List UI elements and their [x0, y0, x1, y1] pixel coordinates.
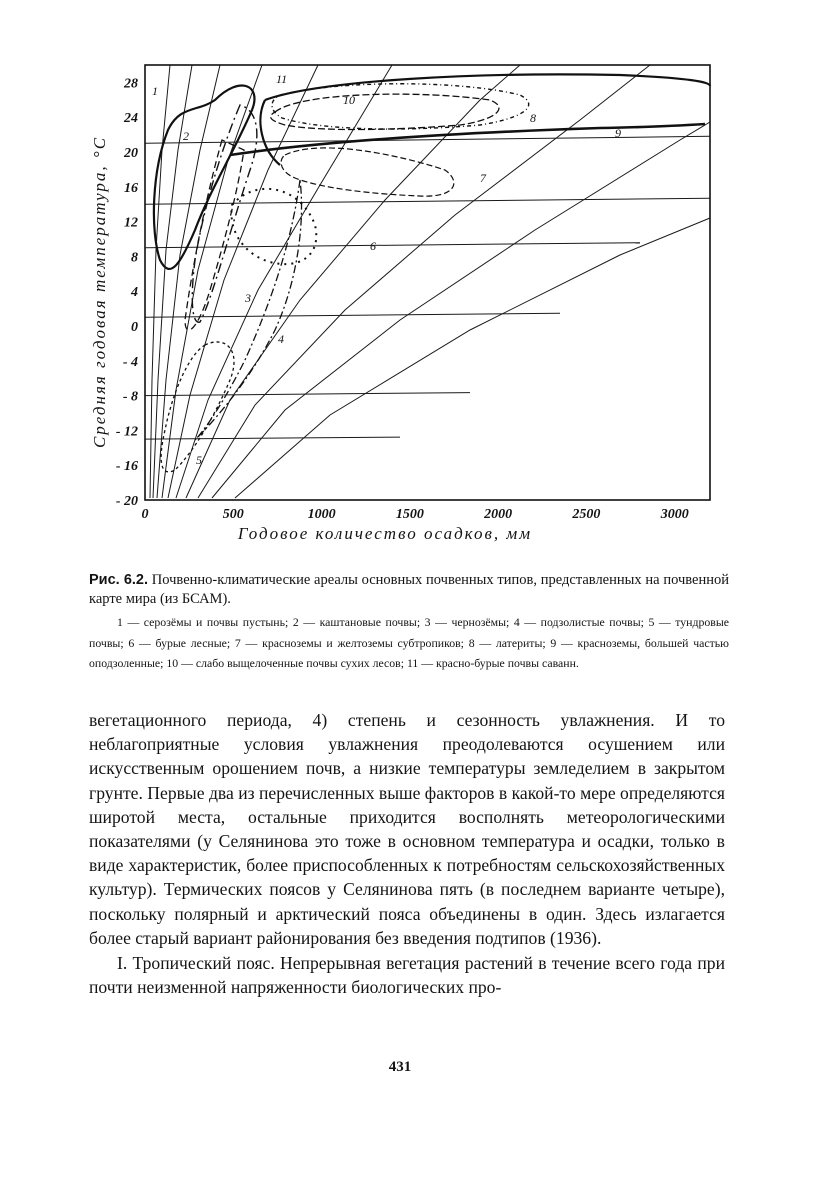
isoline [212, 122, 710, 498]
areal-label: 3 [245, 291, 251, 305]
body-text [89, 708, 725, 999]
page-number: 431 [388, 1059, 412, 1075]
y-tick-label: 20 [124, 146, 138, 161]
isoline [145, 243, 640, 248]
y-tick-label: 16 [124, 180, 138, 196]
y-tick-label: 8 [131, 250, 138, 266]
x-tick-label: 1000 [307, 507, 336, 522]
y-tick-label: - 4 [122, 354, 138, 370]
y-tick-label: 24 [124, 111, 138, 127]
y-tick-label: - 16 [115, 459, 138, 475]
areal-label: 10 [343, 93, 355, 107]
figure-caption [89, 571, 729, 609]
y-tick-label: - 12 [115, 424, 138, 440]
isoline [145, 393, 470, 396]
areal-label: 8 [530, 111, 536, 125]
caption-text: Почвенно-климатические ареалы основных почвенных типов, представленных на почвенной карте мира (из БСАМ). [89, 572, 729, 607]
areal-labels [152, 72, 621, 467]
x-tick-label: 3000 [660, 507, 689, 522]
body-paragraph: I. Тропический пояс. Непрерывная вегетация растений в течение всего года при почти неизменной напряженности биологических про- [89, 953, 725, 998]
isoline [145, 136, 710, 143]
isoline [235, 218, 710, 498]
areal-label: 4 [278, 332, 284, 346]
y-tick-label: - 8 [122, 389, 138, 405]
y-tick-labels [116, 76, 138, 509]
areal-11 [260, 74, 710, 165]
y-tick-label: 0 [131, 320, 138, 335]
x-axis-label: Годовое количество осадков, мм [237, 524, 533, 543]
areal-10 [271, 94, 499, 129]
y-tick-label: 4 [131, 285, 138, 301]
y-tick-label: - 20 [115, 494, 138, 509]
areal-label: 1 [152, 84, 158, 98]
areal-6 [231, 189, 316, 264]
y-tick-label: 12 [124, 215, 138, 231]
x-tick-labels [142, 507, 689, 522]
areal-label: 11 [276, 72, 288, 86]
y-axis-label: Средняя годовая температура, °С [90, 135, 109, 449]
isoline [145, 437, 400, 439]
x-tick-label: 500 [222, 507, 244, 522]
x-tick-label: 1500 [395, 507, 424, 522]
soil-climate-chart [0, 0, 836, 560]
areal-label: 9 [615, 126, 621, 140]
areal-label: 6 [370, 239, 376, 253]
x-tick-label: 2000 [484, 507, 513, 522]
isoline [145, 198, 710, 204]
figure-legend: 1 — серозёмы и почвы пустынь; 2 — каштановые почвы; 3 — чернозёмы; 4 — подзолистые почвы; 5 — тундровые почвы; 6 — бурые лесные; 7 — красноземы и желтоземы субтропиков; 8 — латериты; 9 — красноземы, большей частью оподзоленные; 10 — слабо выщелоченные почвы сухих лесов; 11 — красно-бурые почвы саванн. [89, 615, 729, 670]
body-paragraph: вегетационного периода, 4) степень и сезонность увлажнения. И то неблагоприятные условия увлажнения преодолеваются осушением или искусственным орошением почв, а низкие температуры земледелием в закрытом грунте. Первые два из перечисленных выше факторов в какой-то мере определяются широтой места, остальные приходится восполнять метеорологическими показателями (у Селянинова это тоже в основном температура и осадки, только в виде характеристик, более приспособленных к потребностям сельскохозяйственных культур). Термических поясов у Селянинова пять (в последнем варианте четыре), поскольку полярный и арктический пояса объединены в один. Здесь излагается более старый вариант районирования без введения подтипов (1936). [89, 710, 725, 948]
caption-label: Рис. 6.2. [89, 572, 149, 588]
isoline [145, 313, 560, 317]
areal-label: 5 [196, 453, 202, 467]
y-tick-label: 28 [124, 76, 138, 92]
x-tick-label: 0 [141, 507, 149, 522]
areal-label: 7 [480, 171, 486, 185]
areal-label: 2 [183, 129, 189, 143]
x-tick-label: 2500 [572, 507, 601, 522]
